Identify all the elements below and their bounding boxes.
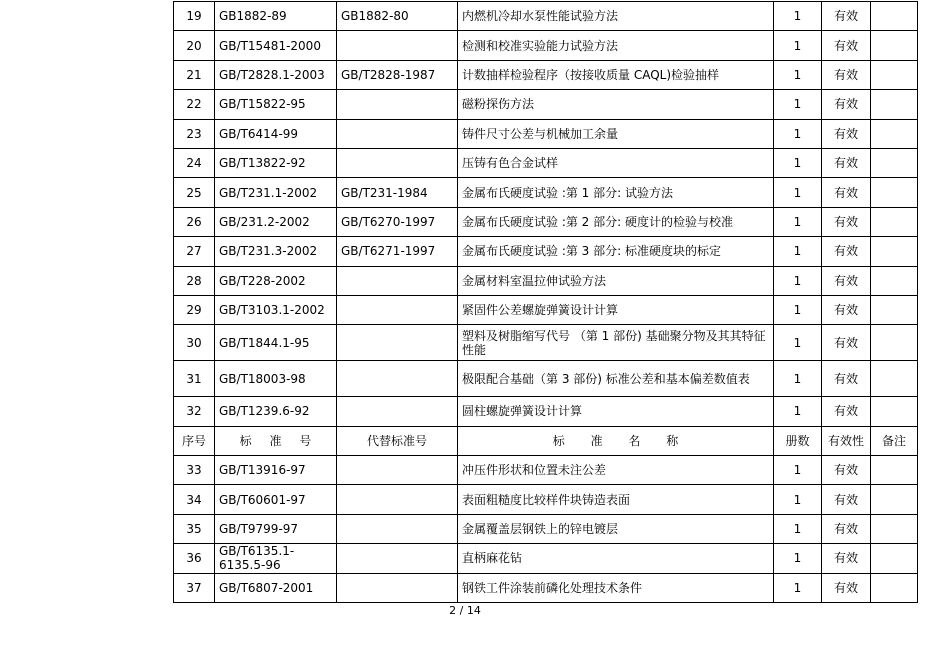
table-row [174,178,918,207]
copies: 1 [774,544,822,573]
table-row [174,514,918,543]
table-row [174,266,918,295]
row-number: 33 [174,456,215,485]
copies: 1 [774,2,822,31]
header-number: 序号 [174,426,215,455]
validity: 有效 [822,148,871,177]
note [871,456,918,485]
replaced-standard [337,573,458,602]
standard-code: GB/T15822-95 [215,90,337,119]
standard-code: GB/T231.1-2002 [215,178,337,207]
copies: 1 [774,514,822,543]
standard-title: 表面粗糙度比较样件块铸造表面 [458,485,774,514]
validity: 有效 [822,90,871,119]
replaced-standard: GB1882-80 [337,2,458,31]
note [871,237,918,266]
note [871,573,918,602]
validity: 有效 [822,456,871,485]
row-number: 24 [174,148,215,177]
standard-title: 内燃机冷却水泵性能试验方法 [458,2,774,31]
note [871,207,918,236]
row-number: 32 [174,397,215,426]
row-number: 34 [174,485,215,514]
standard-title: 检测和校准实验能力试验方法 [458,31,774,60]
validity: 有效 [822,573,871,602]
note [871,2,918,31]
table-row [174,90,918,119]
row-number: 37 [174,573,215,602]
standard-code: GB/T1844.1-95 [215,325,337,361]
table-row [174,456,918,485]
standards-table [173,1,918,603]
standard-title: 金属材料室温拉伸试验方法 [458,266,774,295]
row-number: 28 [174,266,215,295]
note [871,544,918,573]
validity: 有效 [822,295,871,324]
standard-title: 铸件尺寸公差与机械加工余量 [458,119,774,148]
table-row [174,237,918,266]
validity: 有效 [822,31,871,60]
note [871,397,918,426]
replaced-standard: GB/T231-1984 [337,178,458,207]
validity: 有效 [822,2,871,31]
replaced-standard: GB/T2828-1987 [337,60,458,89]
table-row [174,397,918,426]
table-row [174,573,918,602]
table-header-row [174,426,918,455]
copies: 1 [774,456,822,485]
row-number: 35 [174,514,215,543]
standard-title: 磁粉探伤方法 [458,90,774,119]
standard-code: GB/T18003-98 [215,361,337,397]
standard-code: GB/T1239.6-92 [215,397,337,426]
header-standard-title: 标 准 名 称 [458,426,774,455]
row-number: 29 [174,295,215,324]
row-number: 26 [174,207,215,236]
replaced-standard [337,325,458,361]
standard-title: 紧固件公差螺旋弹簧设计计算 [458,295,774,324]
standard-code: GB/T15481-2000 [215,31,337,60]
standard-code: GB/T13822-92 [215,148,337,177]
note [871,148,918,177]
replaced-standard [337,456,458,485]
validity: 有效 [822,397,871,426]
replaced-standard: GB/T6270-1997 [337,207,458,236]
standard-title: 直柄麻花钻 [458,544,774,573]
standard-code: GB/T13916-97 [215,456,337,485]
note [871,295,918,324]
note [871,485,918,514]
replaced-standard [337,485,458,514]
note [871,31,918,60]
copies: 1 [774,237,822,266]
note [871,119,918,148]
row-number: 19 [174,2,215,31]
note [871,514,918,543]
row-number: 20 [174,31,215,60]
validity: 有效 [822,361,871,397]
table-row [174,60,918,89]
replaced-standard [337,514,458,543]
standard-code: GB/T6135.1-6135.5-96 [215,544,337,573]
note [871,90,918,119]
table-row [174,295,918,324]
validity: 有效 [822,266,871,295]
copies: 1 [774,573,822,602]
replaced-standard [337,544,458,573]
header-validity: 有效性 [822,426,871,455]
header-note: 备注 [871,426,918,455]
table-row [174,485,918,514]
replaced-standard [337,397,458,426]
row-number: 25 [174,178,215,207]
note [871,178,918,207]
standard-title: 金属覆盖层钢铁上的锌电镀层 [458,514,774,543]
replaced-standard [337,148,458,177]
standard-title: 压铸有色合金试样 [458,148,774,177]
table-row [174,325,918,361]
standard-title: 塑料及树脂缩写代号 （第 1 部份) 基础聚分物及其其特征性能 [458,325,774,361]
standard-title: 金属布氏硬度试验 :第 3 部分: 标准硬度块的标定 [458,237,774,266]
standard-code: GB/T228-2002 [215,266,337,295]
row-number: 36 [174,544,215,573]
replaced-standard [337,266,458,295]
copies: 1 [774,119,822,148]
copies: 1 [774,60,822,89]
standard-code: GB/T9799-97 [215,514,337,543]
header-copies: 册数 [774,426,822,455]
table-row [174,2,918,31]
note [871,361,918,397]
copies: 1 [774,178,822,207]
standard-title: 金属布氏硬度试验 :第 1 部分: 试验方法 [458,178,774,207]
note [871,325,918,361]
standard-code: GB/T3103.1-2002 [215,295,337,324]
copies: 1 [774,397,822,426]
table-row [174,31,918,60]
standard-title: 冲压件形状和位置未注公差 [458,456,774,485]
validity: 有效 [822,60,871,89]
header-standard-code: 标 准 号 [215,426,337,455]
table-row [174,361,918,397]
copies: 1 [774,485,822,514]
table-row [174,119,918,148]
validity: 有效 [822,119,871,148]
standard-code: GB/T60601-97 [215,485,337,514]
validity: 有效 [822,207,871,236]
standard-code: GB/T231.3-2002 [215,237,337,266]
standard-code: GB/T6414-99 [215,119,337,148]
row-number: 30 [174,325,215,361]
copies: 1 [774,90,822,119]
standard-code: GB1882-89 [215,2,337,31]
replaced-standard [337,31,458,60]
copies: 1 [774,148,822,177]
standard-title: 钢铁工件涂装前磷化处理技术条件 [458,573,774,602]
standard-title: 圆柱螺旋弹簧设计计算 [458,397,774,426]
table-row [174,207,918,236]
standard-title: 金属布氏硬度试验 :第 2 部分: 硬度计的检验与校准 [458,207,774,236]
note [871,266,918,295]
row-number: 31 [174,361,215,397]
validity: 有效 [822,544,871,573]
validity: 有效 [822,514,871,543]
page-number: 2 / 14 [449,604,481,617]
copies: 1 [774,207,822,236]
standard-title: 计数抽样检验程序（按接收质量 CAQL)检验抽样 [458,60,774,89]
standard-title: 极限配合基础（第 3 部份) 标准公差和基本偏差数值表 [458,361,774,397]
header-replaced-standard: 代替标准号 [337,426,458,455]
table-row [174,544,918,573]
replaced-standard [337,119,458,148]
validity: 有效 [822,178,871,207]
replaced-standard [337,295,458,324]
copies: 1 [774,295,822,324]
replaced-standard: GB/T6271-1997 [337,237,458,266]
standard-code: GB/T6807-2001 [215,573,337,602]
standard-code: GB/T2828.1-2003 [215,60,337,89]
copies: 1 [774,361,822,397]
copies: 1 [774,266,822,295]
row-number: 23 [174,119,215,148]
copies: 1 [774,31,822,60]
row-number: 27 [174,237,215,266]
validity: 有效 [822,237,871,266]
note [871,60,918,89]
standard-code: GB/231.2-2002 [215,207,337,236]
validity: 有效 [822,485,871,514]
replaced-standard [337,361,458,397]
validity: 有效 [822,325,871,361]
row-number: 22 [174,90,215,119]
copies: 1 [774,325,822,361]
table-row [174,148,918,177]
row-number: 21 [174,60,215,89]
replaced-standard [337,90,458,119]
